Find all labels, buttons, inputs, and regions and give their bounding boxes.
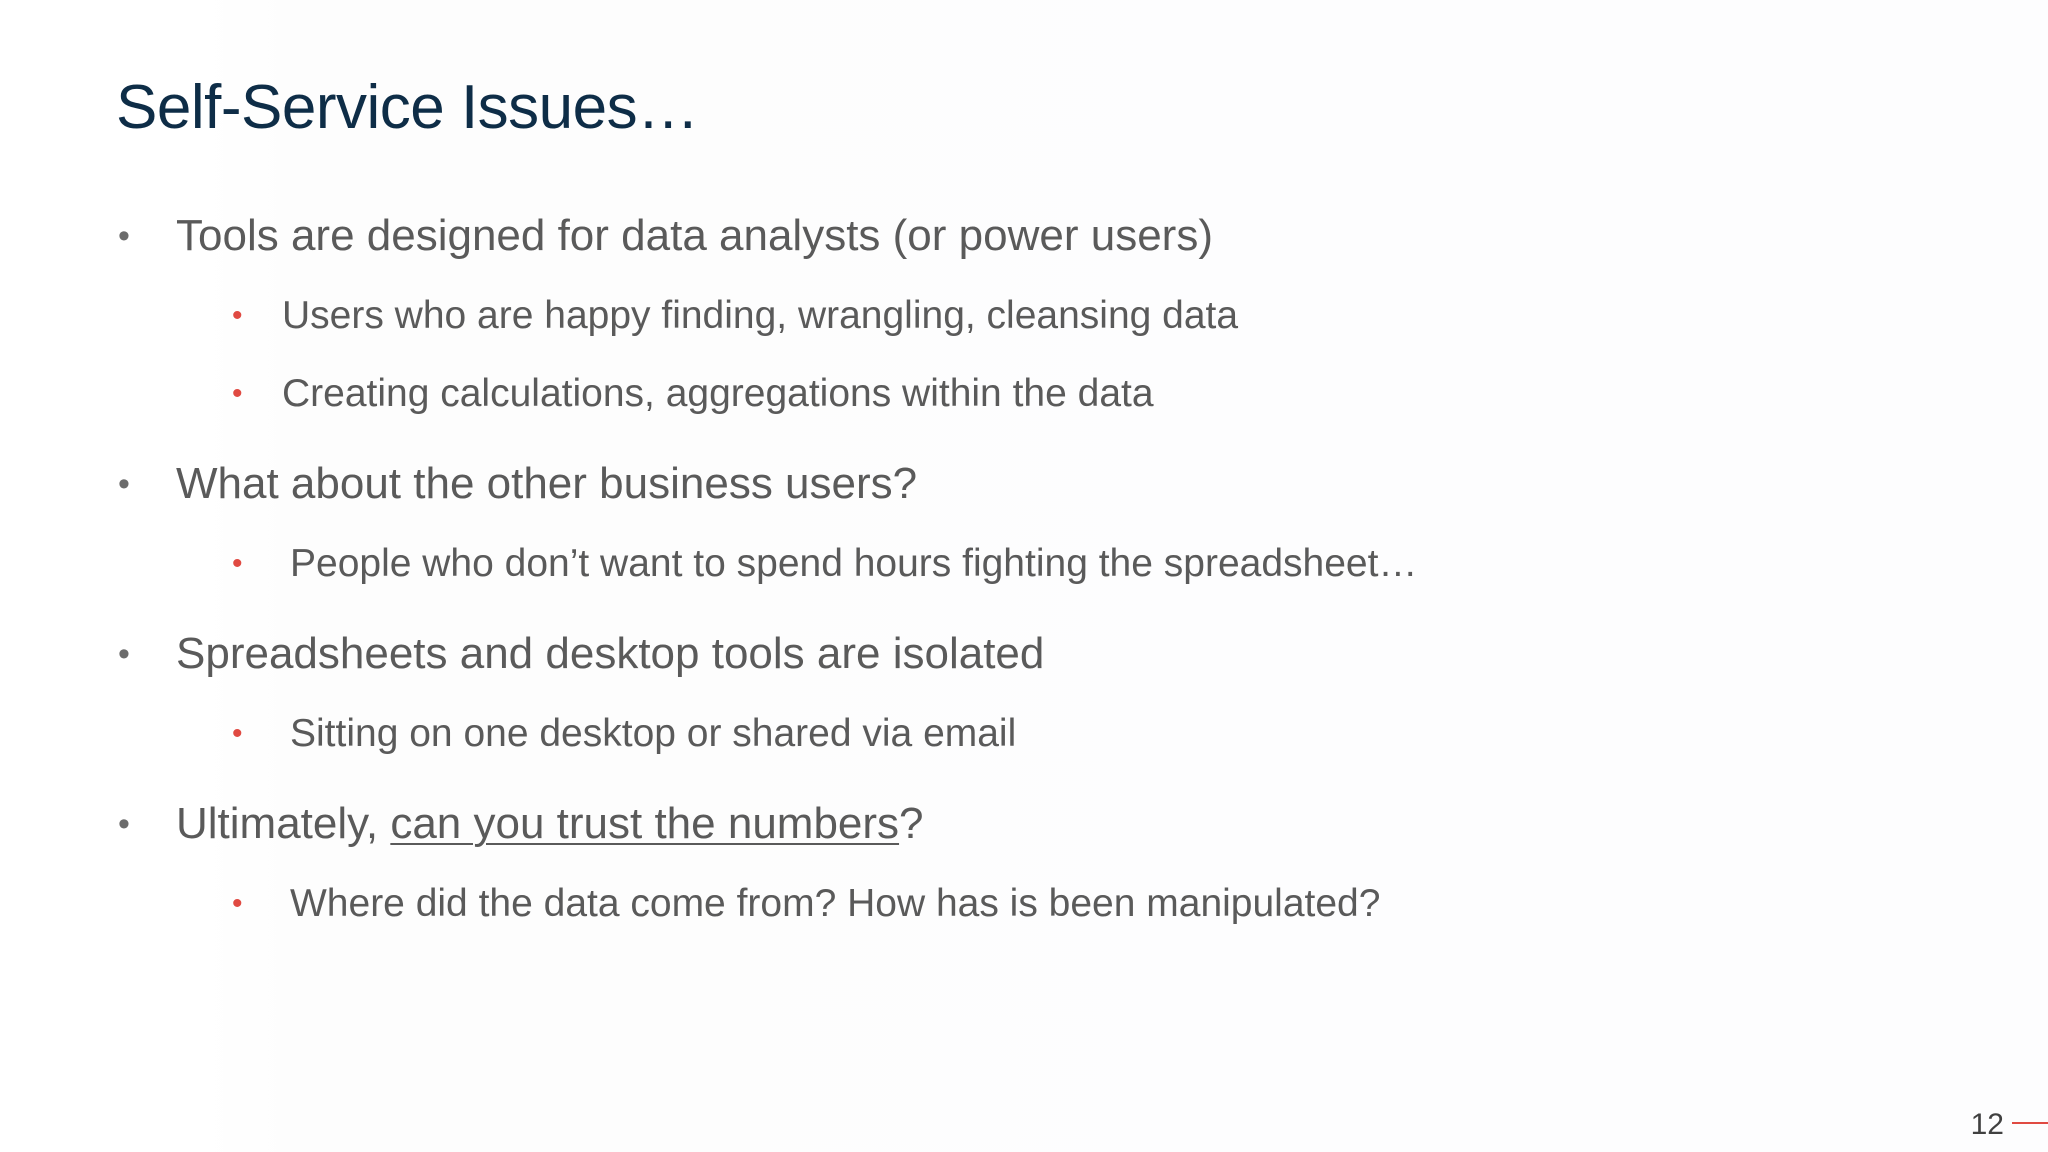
bullet-text: Tools are designed for data analysts (or power users)	[176, 211, 1213, 260]
bullet-dot-icon: •	[118, 805, 130, 843]
sub-bullet-item	[116, 540, 1916, 588]
page-number: 12	[1970, 1108, 2004, 1141]
bullet-item	[116, 798, 1916, 850]
bullet-text-prefix: Ultimately,	[176, 799, 391, 848]
bullet-text: What about the other business users?	[176, 459, 918, 508]
sub-bullet-text: Creating calculations, aggregations within the data	[282, 372, 1154, 415]
sub-bullet-dot-icon: •	[232, 547, 243, 580]
sub-bullet-dot-icon: •	[232, 299, 243, 332]
bullet-item	[116, 628, 1916, 680]
bullet-text-suffix: ?	[899, 799, 924, 848]
slide-title: Self-Service Issues…	[116, 73, 699, 142]
bullet-item	[116, 210, 1916, 262]
sub-bullet-dot-icon: •	[232, 717, 243, 750]
sub-bullet-dot-icon: •	[232, 887, 243, 920]
bullet-item	[116, 458, 1916, 510]
sub-bullet-item	[116, 880, 1916, 928]
bullet-list	[116, 210, 1916, 928]
bullet-text: Spreadsheets and desktop tools are isolated	[176, 629, 1045, 678]
sub-bullet-text: Users who are happy finding, wrangling, cleansing data	[282, 294, 1239, 337]
bullet-dot-icon: •	[118, 217, 130, 255]
bullet-dot-icon: •	[118, 465, 130, 503]
sub-bullet-text: Sitting on one desktop or shared via email	[290, 712, 1017, 755]
sub-bullet-item	[116, 710, 1916, 758]
sub-bullet-item	[116, 370, 1916, 418]
bullet-dot-icon: •	[118, 635, 130, 673]
bullet-text-underlined: can you trust the numbers	[390, 799, 900, 848]
sub-bullet-dot-icon: •	[232, 377, 243, 410]
sub-bullet-text: People who don’t want to spend hours fighting the spreadsheet…	[290, 542, 1418, 585]
sub-bullet-item	[116, 292, 1916, 340]
page-number-accent-line	[2012, 1122, 2048, 1124]
sub-bullet-text: Where did the data come from? How has is been manipulated?	[290, 882, 1381, 925]
